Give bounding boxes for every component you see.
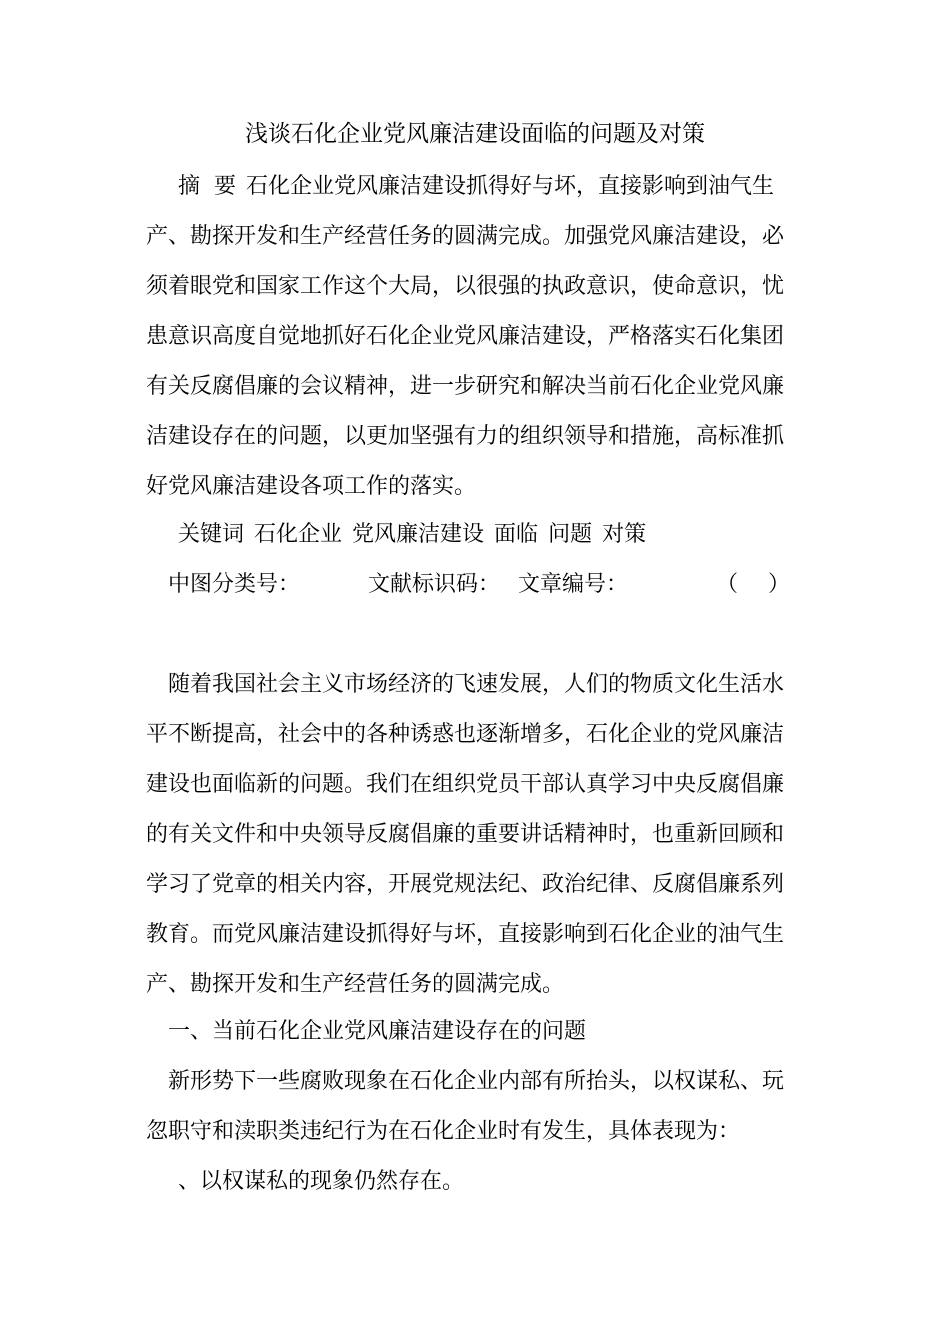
keyword: 面临: [494, 522, 539, 547]
paragraph-line: 平不断提高，社会中的各种诱惑也逐渐增多，石化企业的党风廉洁: [146, 722, 785, 747]
paragraph-line: 产、勘探开发和生产经营任务的圆满完成。: [146, 972, 565, 997]
list-item: [146, 1157, 806, 1207]
paragraph-line: 建设也面临新的问题。我们在组织党员干部认真学习中央反腐倡廉: [146, 772, 785, 797]
paragraph-line: 忽职守和渎职类违纪行为在石化企业时有发生，具体表现为：: [146, 1119, 741, 1144]
keyword: 对策: [602, 522, 647, 547]
section-paragraph: [146, 1057, 806, 1157]
paren-close: ）: [768, 572, 791, 597]
abstract-line: 石化企业党风廉洁建设抓得好与坏，直接影响到油气生: [246, 174, 775, 199]
paragraph-line: 随着我国社会主义市场经济的飞速发展，人们的物质文化生活水: [168, 672, 785, 697]
article-no-label: 文章编号：: [518, 572, 629, 597]
paragraph-line: 的有关文件和中央领导反腐倡廉的重要讲话精神时，也重新回顾和: [146, 822, 785, 847]
document-title: 浅谈石化企业党风廉洁建设面临的问题及对策: [245, 121, 705, 147]
keywords-label: 关键词: [178, 522, 245, 547]
paragraph-line: 学习了党章的相关内容，开展党规法纪、政治纪律、反腐倡廉系列: [146, 872, 785, 897]
section-heading-text: 一、当前石化企业党风廉洁建设存在的问题: [168, 1019, 587, 1044]
keyword: 石化企业: [254, 522, 343, 547]
keyword: 党风廉洁建设: [352, 522, 485, 547]
abstract-line: 好党风廉洁建设各项工作的落实。: [146, 474, 477, 499]
classification-section: [146, 560, 806, 610]
paren-open: （: [716, 572, 739, 597]
abstract-line: 有关反腐倡廉的会议精神，进一步研究和解决当前石化企业党风廉: [146, 374, 785, 399]
abstract-label: 摘 要: [178, 174, 236, 199]
abstract-line: 患意识高度自觉地抓好石化企业党风廉洁建设，严格落实石化集团: [146, 324, 785, 349]
abstract-line: 须着眼党和国家工作这个大局，以很强的执政意识，使命意识，忧: [146, 274, 785, 299]
abstract-section: [146, 162, 806, 512]
intro-paragraph: [146, 660, 806, 1010]
paragraph-line: 教育。而党风廉洁建设抓得好与坏，直接影响到石化企业的油气生: [146, 922, 785, 947]
list-item-text: 、以权谋私的现象仍然存在。: [178, 1169, 465, 1194]
clc-label: 中图分类号：: [168, 572, 301, 597]
abstract-line: 产、勘探开发和生产经营任务的圆满完成。加强党风廉洁建设，必: [146, 224, 785, 249]
paragraph-line: 新形势下一些腐败现象在石化企业内部有所抬头，以权谋私、玩: [168, 1069, 785, 1094]
keywords-section: [146, 510, 806, 560]
section-heading: [146, 1007, 806, 1057]
keyword: 问题: [548, 522, 593, 547]
abstract-line: 洁建设存在的问题，以更加坚强有力的组织领导和措施，高标准抓: [146, 424, 785, 449]
doc-code-label: 文献标识码：: [368, 572, 501, 597]
